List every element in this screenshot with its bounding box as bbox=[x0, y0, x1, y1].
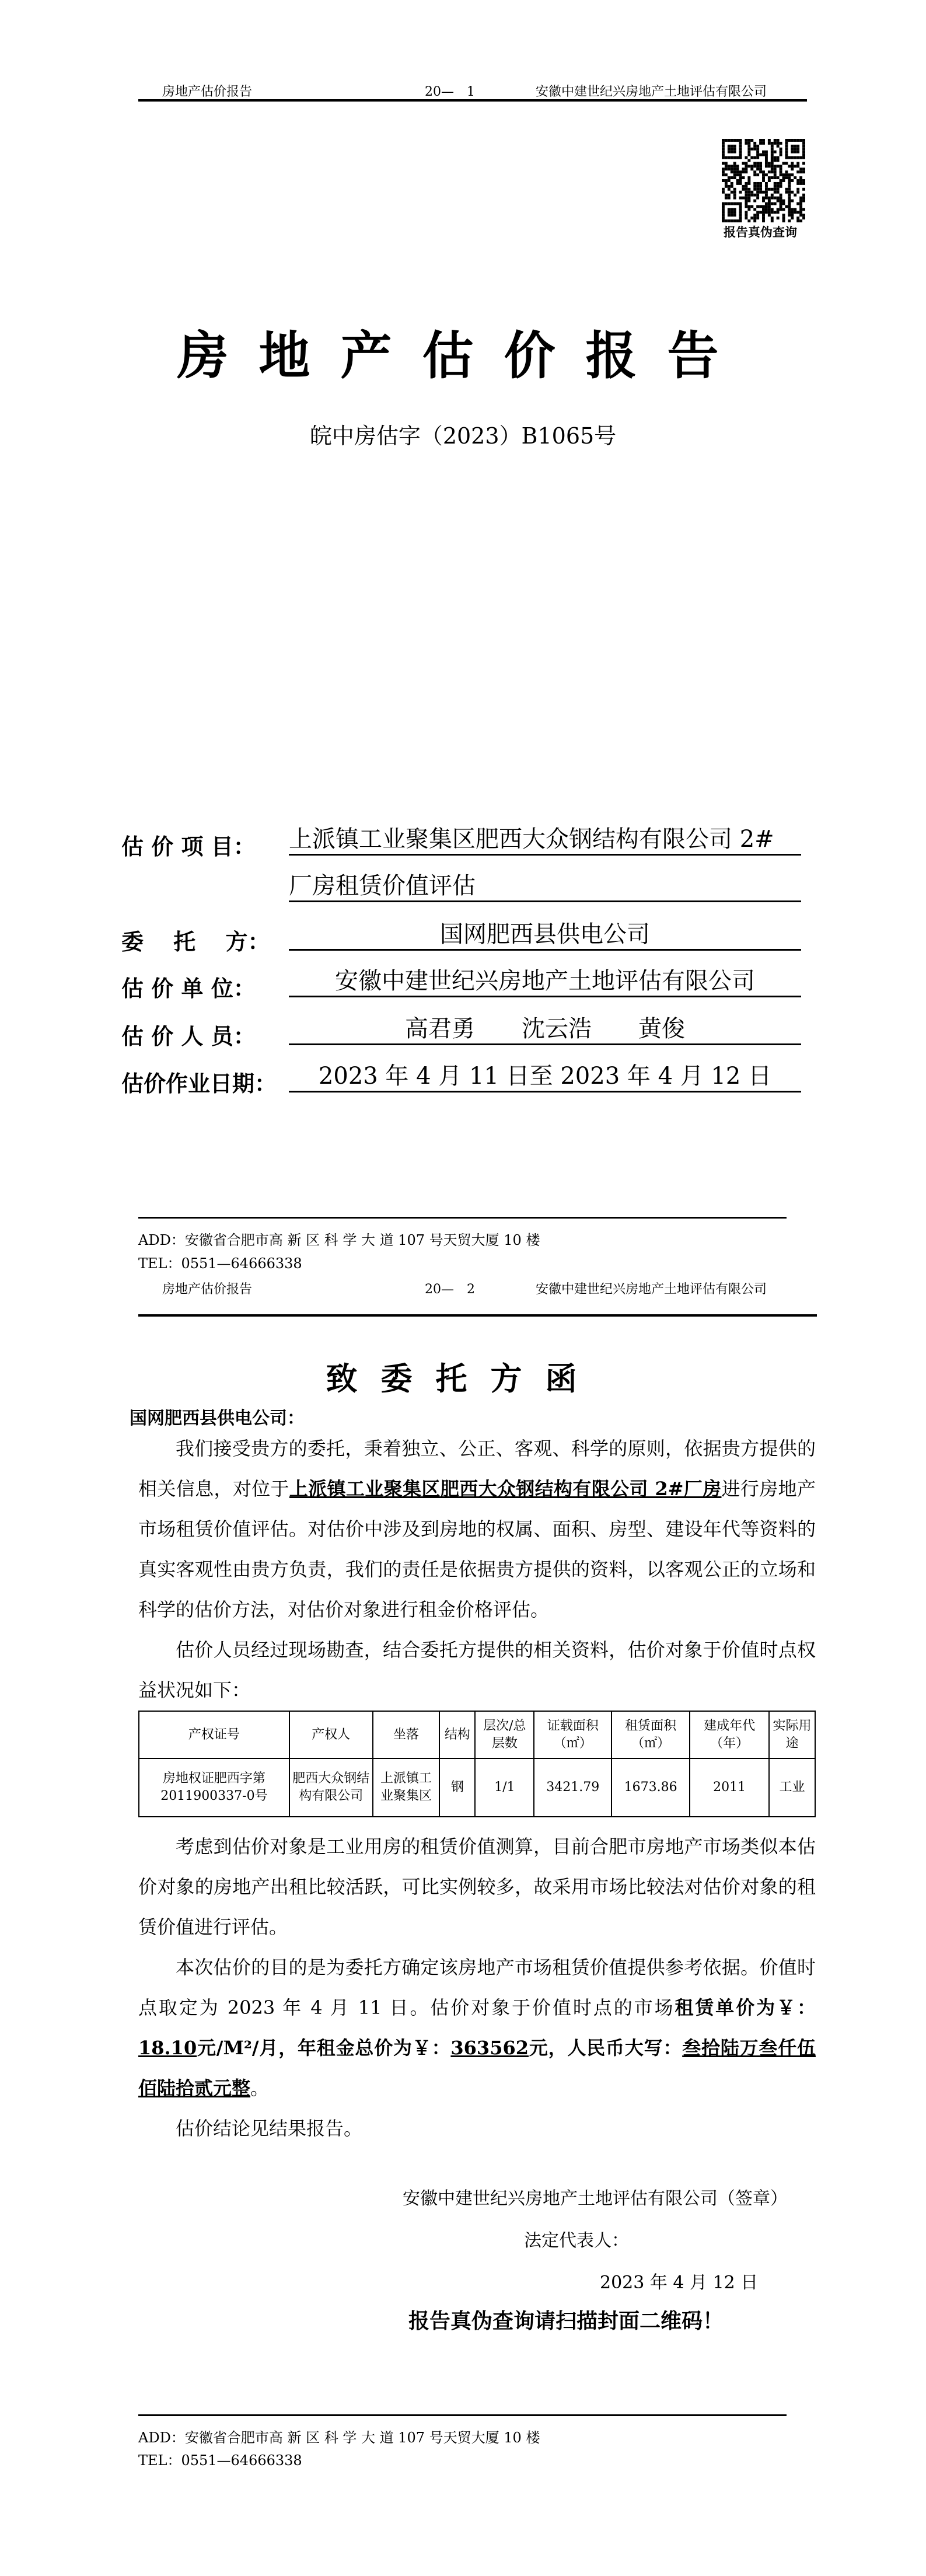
footer-phone: TEL：0551—64666338 bbox=[138, 2452, 302, 2469]
footer-divider bbox=[138, 1217, 787, 1219]
th-year-built: 建成年代（年） bbox=[690, 1711, 769, 1758]
footer-phone: TEL：0551—64666338 bbox=[138, 1255, 302, 1272]
th-cert-area: 证载面积（㎡） bbox=[534, 1711, 611, 1758]
property-address: 上派镇工业聚集区肥西大众钢结构有限公司 2#厂房 bbox=[289, 1478, 722, 1500]
header-left: 房地产估价报告 bbox=[162, 1282, 253, 1297]
th-lease-area: 租赁面积（㎡） bbox=[611, 1711, 690, 1758]
paragraph-inspection: 估价人员经过现场勘查，结合委托方提供的相关资料，估价对象于价值时点权益状况如下： bbox=[138, 1639, 816, 1701]
field-value-project-line2: 厂房租赁价值评估 bbox=[289, 872, 801, 902]
signature-date: 2023 年 4 月 12 日 bbox=[600, 2273, 759, 2293]
intro-text-c: 进行房地产市场租赁价值评估。对估价中涉及到房地的权属、面积、房型、建设年代等资料的真实客观性由贵方负责，我们的责任是依据贵方提供的资料，以客观公正的立场和科学的估价方法，对估价对象进行租金价格评估。 bbox=[138, 1478, 816, 1621]
signature-company: 安徽中建世纪兴房地产土地评估有限公司（签章） bbox=[403, 2188, 788, 2209]
footer-address: ADD：安徽省合肥市高 新 区 科 学 大 道 107 号天贸大厦 10 楼 bbox=[138, 1232, 540, 1248]
table-row bbox=[139, 1758, 815, 1817]
cell-floors: 1/1 bbox=[475, 1758, 534, 1817]
cell-lease-area: 1673.86 bbox=[611, 1758, 690, 1817]
header-page: 20— 1 bbox=[425, 85, 475, 99]
header-left: 房地产估价报告 bbox=[162, 85, 253, 99]
paragraph-valuation bbox=[138, 1947, 816, 2109]
footer-address: ADD：安徽省合肥市高 新 区 科 学 大 道 107 号天贸大厦 10 楼 bbox=[138, 2430, 540, 2446]
field-value-dates: 2023 年 4 月 11 日至 2023 年 4 月 12 日 bbox=[289, 1062, 801, 1092]
paragraph-conclusion: 估价结论见结果报告。 bbox=[176, 2117, 363, 2139]
intro-text-a: 我们接受贵方的委托，秉着独立、公正、客观、科学的原则，依据贵方提供的相关信息，对位于 bbox=[138, 1437, 816, 1500]
header-divider bbox=[138, 1314, 817, 1317]
legal-representative: 法定代表人： bbox=[524, 2231, 629, 2251]
annual-rent-value: 363562 bbox=[450, 2037, 529, 2059]
cell-structure: 钢 bbox=[439, 1758, 475, 1817]
cell-cert-no: 房地权证肥西字第2011900337-0号 bbox=[139, 1758, 289, 1817]
th-usage: 实际用途 bbox=[769, 1711, 815, 1758]
qr-code-icon[interactable] bbox=[722, 139, 805, 222]
th-floors: 层次/总层数 bbox=[475, 1711, 534, 1758]
footer-divider bbox=[138, 2414, 787, 2416]
signature-spacer bbox=[138, 2149, 816, 2178]
field-label-client: 委 托 方： bbox=[121, 929, 270, 955]
th-structure: 结构 bbox=[439, 1711, 475, 1758]
salutation: 国网肥西县供电公司： bbox=[130, 1408, 305, 1429]
letter-body bbox=[138, 1429, 816, 2339]
table-header-row bbox=[139, 1711, 815, 1758]
verification-notice: 报告真伪查询请扫描封面二维码！ bbox=[408, 2309, 724, 2333]
cell-usage: 工业 bbox=[769, 1758, 815, 1817]
unit-price-value: 18.10 bbox=[138, 2037, 197, 2059]
property-rights-table bbox=[138, 1711, 816, 1817]
cell-owner: 肥西大众钢结构有限公司 bbox=[289, 1758, 373, 1817]
valuation-text-a: 本次估价的目的是为委托方确定该房地产市场租赁价值提供参考依据。价值时点取定为 2023 年 4 月 11 日。估价对象于价值时点的市场 bbox=[138, 1956, 816, 2019]
th-owner: 产权人 bbox=[289, 1711, 373, 1758]
field-label-appraisers: 估 价 人 员： bbox=[121, 1024, 256, 1049]
letter-title: 致委托方函 bbox=[326, 1360, 600, 1397]
field-value-client: 国网肥西县供电公司 bbox=[289, 920, 801, 951]
field-value-appraiser-org: 安徽中建世纪兴房地产土地评估有限公司 bbox=[289, 967, 801, 997]
cell-year-built: 2011 bbox=[690, 1758, 769, 1817]
field-label-dates: 估价作业日期： bbox=[121, 1071, 277, 1097]
paragraph-method: 考虑到估价对象是工业用房的租赁价值测算，目前合肥市房地产市场类似本估价对象的房地产出租比较活跃，可比实例较多，故采用市场比较法对估价对象的租赁价值进行评估。 bbox=[138, 1835, 816, 1938]
rmb-label: 元，人民币大写： bbox=[528, 2037, 683, 2059]
th-location: 坐落 bbox=[373, 1711, 440, 1758]
header-right: 安徽中建世纪兴房地产土地评估有限公司 bbox=[536, 1282, 767, 1297]
field-label-appraiser-org: 估 价 单 位： bbox=[121, 976, 256, 1001]
field-value-appraisers: 高君勇 沈云浩 黄俊 bbox=[289, 1015, 801, 1045]
cell-cert-area: 3421.79 bbox=[534, 1758, 611, 1817]
header-divider bbox=[138, 99, 807, 102]
field-value-project: 上派镇工业聚集区肥西大众钢结构有限公司 2# bbox=[289, 825, 801, 856]
report-title: 房地产估价报告 bbox=[177, 326, 749, 386]
header-right: 安徽中建世纪兴房地产土地评估有限公司 bbox=[536, 85, 767, 99]
cell-location: 上派镇工业聚集区 bbox=[373, 1758, 440, 1817]
annual-rent-label: 元/M²/月，年租金总价为￥： bbox=[197, 2037, 451, 2059]
rmb-uppercase-value: 叁拾陆万叁仟伍佰陆拾贰元整 bbox=[138, 2037, 816, 2099]
th-cert-no: 产权证号 bbox=[139, 1711, 289, 1758]
valuation-end: 。 bbox=[250, 2077, 270, 2099]
report-number: 皖中房估字（2023）B1065号 bbox=[309, 423, 617, 449]
paragraph-intro bbox=[138, 1429, 816, 1630]
header-page: 20— 2 bbox=[425, 1282, 475, 1297]
qr-caption: 报告真伪查询 bbox=[724, 225, 797, 239]
unit-price-label: 租赁单价为￥： bbox=[675, 1996, 816, 2019]
field-label-project: 估 价 项 目： bbox=[121, 834, 256, 860]
